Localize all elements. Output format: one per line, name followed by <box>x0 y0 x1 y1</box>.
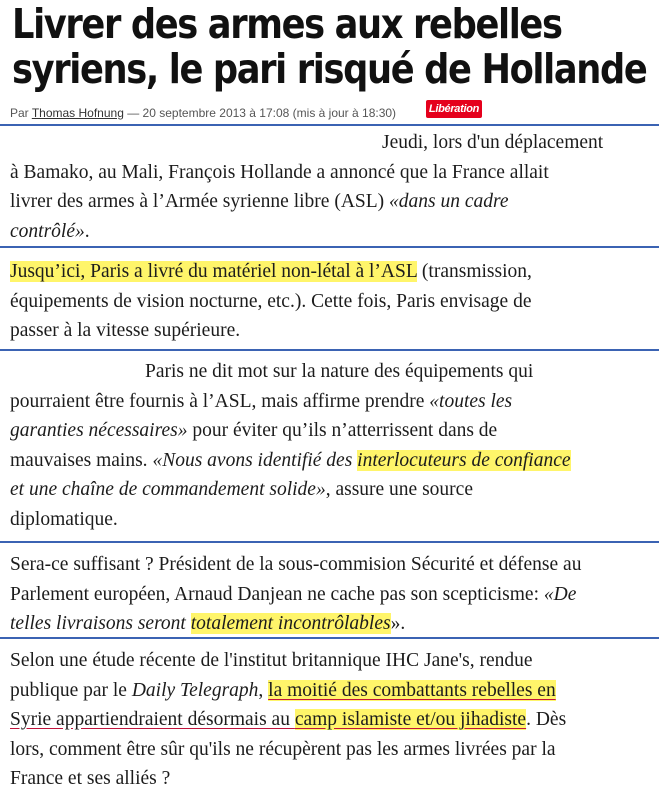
byline-date: — 20 septembre 2013 à 17:08 (mis à jour à 18:30) <box>127 106 397 120</box>
paragraph-3 <box>10 357 655 534</box>
p5-line-3 <box>10 705 655 735</box>
p1-text: . <box>84 220 90 242</box>
p3-text: mauvaises mains. <box>10 449 153 471</box>
p3-quote: «Nous avons identifié des <box>152 449 358 471</box>
p4-text: Parlement européen, Arnaud Danjean ne cache pas son scepticisme: <box>10 583 544 605</box>
byline <box>10 106 396 120</box>
p4-line-3 <box>10 609 655 639</box>
section-divider <box>0 349 659 351</box>
p5-text: , <box>258 679 269 701</box>
paragraph-4 <box>10 550 655 639</box>
liberation-logo: Libération <box>426 100 482 118</box>
p3-quote: et une chaîne de commandement solide» <box>10 479 326 500</box>
p5-line-4: lors, comment être sûr qu'ils ne récupèrent pas les armes livrées par la <box>10 738 556 760</box>
p3-text: pourraient être fournis à l’ASL, mais affirme prendre <box>10 390 430 412</box>
p5-line-1: Selon une étude récente de l'institut britannique IHC Jane's, rendue <box>10 650 533 671</box>
p2-line-2: équipements de vision nocturne, etc.). Cette fois, Paris envisage de <box>10 290 532 312</box>
p4-quote: «De <box>543 583 577 605</box>
p3-line-3 <box>10 416 655 446</box>
section-divider <box>0 124 659 126</box>
p4-line-1: Sera-ce suffisant ? Président de la sous-commision Sécurité et défense au <box>10 554 582 575</box>
underlined-text: Syrie appartiendraient désormais au <box>10 709 295 730</box>
title-line-2: syriens, le pari risqué de Hollande <box>12 45 647 93</box>
p1-quote: contrôlé» <box>10 220 85 242</box>
p4-text: ». <box>390 613 406 634</box>
paragraph-2 <box>10 257 655 346</box>
p5-line-2 <box>10 676 655 706</box>
p3-quote: garanties nécessaires» <box>10 420 188 441</box>
p1-quote: «dans un cadre <box>389 191 509 212</box>
title-line-1: Livrer des armes aux rebelles <box>12 0 562 48</box>
p1-line-1: Jeudi, lors d'un déplacement <box>382 132 604 153</box>
p1-text: livrer des armes à l’Armée syrienne libre (ASL) <box>10 191 390 212</box>
p3-line-5 <box>10 475 655 505</box>
p3-line-6: diplomatique. <box>10 508 118 530</box>
p3-text: , assure une source <box>325 479 473 500</box>
section-divider <box>0 246 659 248</box>
p2-line-1 <box>10 257 655 287</box>
p3-quote: «toutes les <box>429 390 513 412</box>
p4-line-2 <box>10 580 655 610</box>
p4-quote: telles livraisons seront <box>10 613 191 634</box>
p3-text: pour éviter qu’ils n’atterrissent dans de <box>187 420 498 441</box>
section-divider <box>0 541 659 543</box>
highlight-text: camp islamiste et/ou jihadiste <box>294 709 527 730</box>
p5-newspaper-name: Daily Telegraph <box>131 679 259 701</box>
p5-line-5: France et ses alliés ? <box>10 768 171 789</box>
p1-line-4 <box>10 217 650 247</box>
p5-text: publique par le <box>10 679 132 701</box>
paragraph-1 <box>10 128 650 246</box>
author-link[interactable]: Thomas Hofnung <box>31 106 124 120</box>
p1-line-2: à Bamako, au Mali, François Hollande a annoncé que la France allait <box>10 161 549 183</box>
paragraph-5 <box>10 646 655 794</box>
p3-line-1: Paris ne dit mot sur la nature des équipements qui <box>145 361 534 382</box>
p1-line-3 <box>10 187 650 217</box>
p3-line-4 <box>10 446 655 476</box>
highlight-text: totalement incontrôlables <box>190 613 391 634</box>
p2-line-3: passer à la vitesse supérieure. <box>10 320 241 341</box>
p3-line-2 <box>10 387 655 417</box>
p5-text: . Dès <box>526 709 567 730</box>
highlight-text: Jusqu’ici, Paris a livré du matériel non-létal à l’ASL <box>10 261 418 282</box>
byline-prefix: Par <box>10 106 29 120</box>
highlight-text: interlocuteurs de confiance <box>357 449 571 471</box>
p2-text: (transmission, <box>417 261 532 282</box>
highlight-text: la moitié des combattants rebelles en <box>268 679 556 701</box>
article-title <box>12 0 647 93</box>
